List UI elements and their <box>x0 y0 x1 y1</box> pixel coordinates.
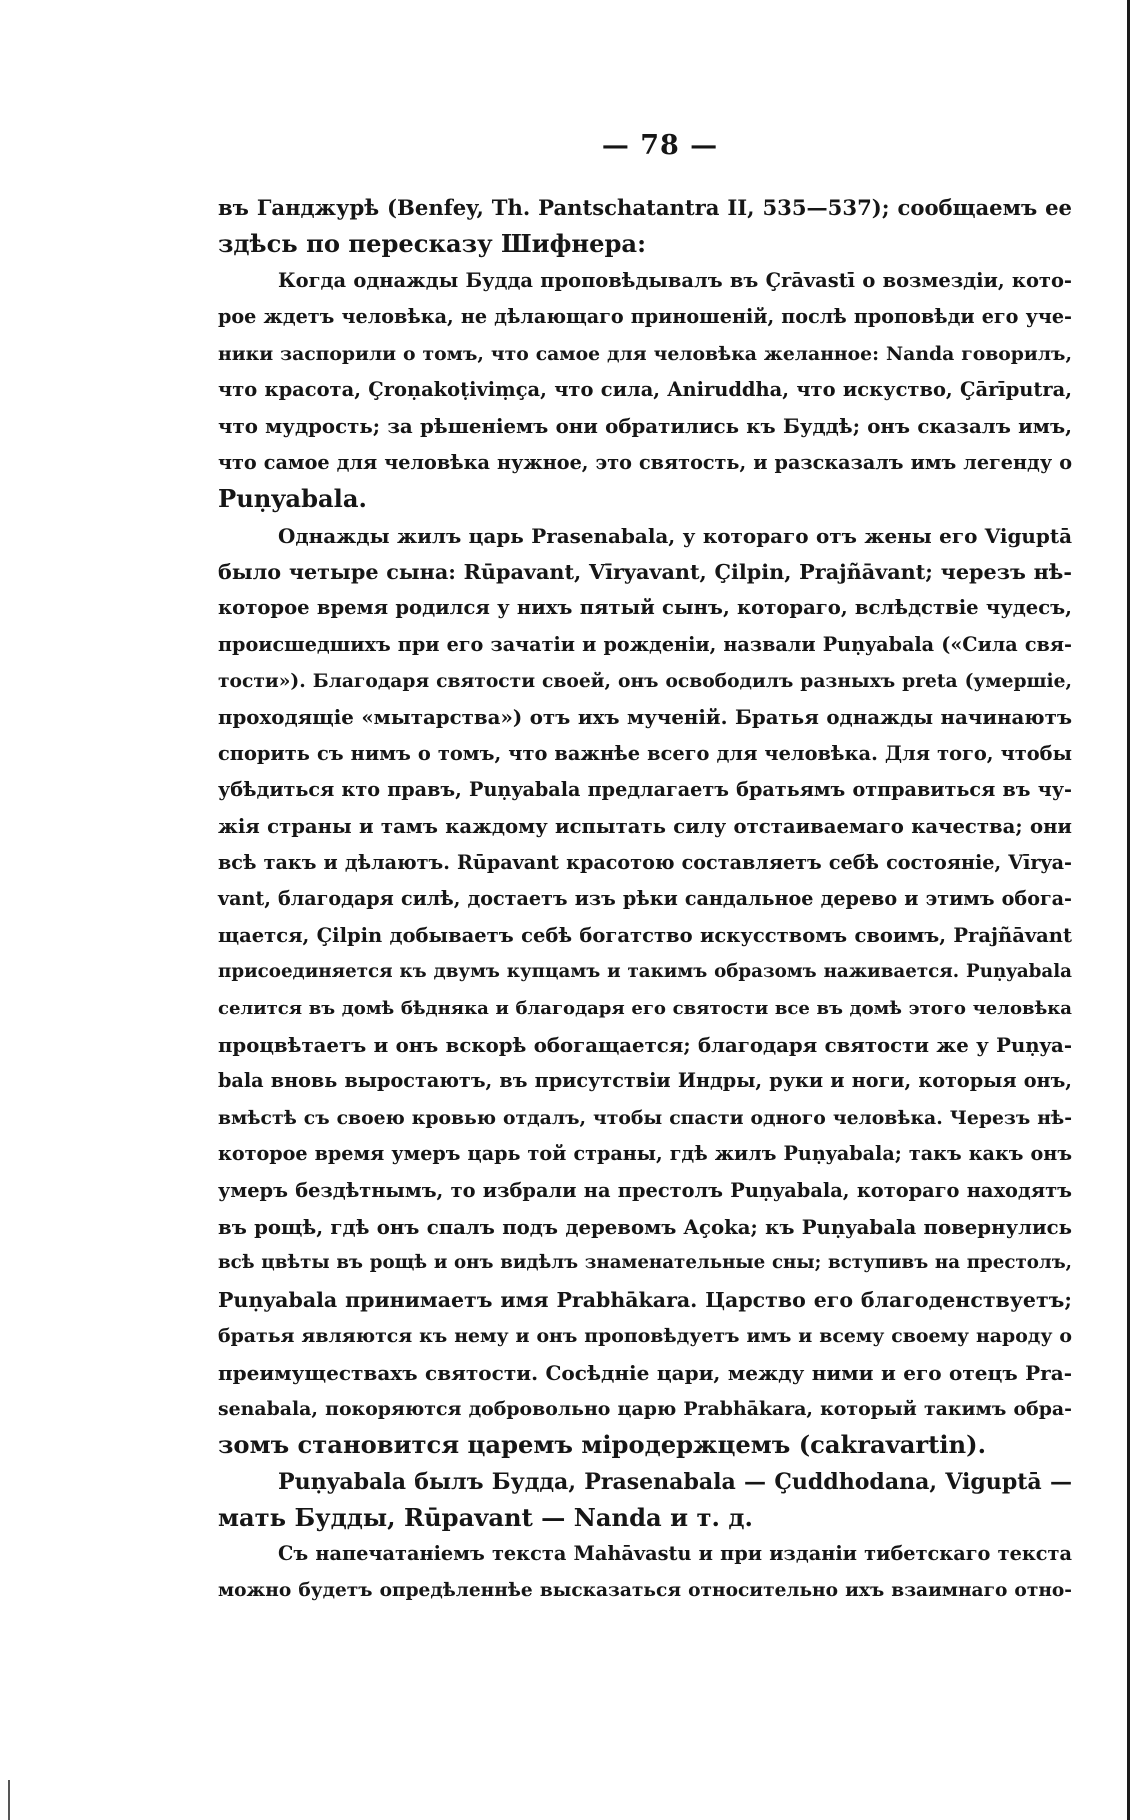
page-edge-mark <box>8 1780 10 1820</box>
text-line: преимуществахъ святости. Сосѣдніе цари, между ними и его отецъ Pra- <box>218 1360 1072 1385</box>
text-line: Puṇyabala былъ Будда, Prasenabala — Çuddhodana, Viguptā — <box>278 1468 1072 1495</box>
text-line: рое ждетъ человѣка, не дѣлающаго приношеній, послѣ проповѣди его уче- <box>218 305 1072 329</box>
text-line: Однажды жилъ царь Prasenabala, у котораго отъ жены его Viguptā <box>278 523 1072 548</box>
text-line: въ Ганджурѣ (Benfey, Th. Pantschatantra II, 535—537); сообщаемъ ее <box>218 195 1072 220</box>
text-line: Puṇyabala принимаетъ имя Prabhākara. Царство его благоденствуетъ; <box>218 1287 1072 1312</box>
text-line: которое время умеръ царь той страны, гдѣ жилъ Puṇyabala; такъ какъ онъ <box>218 1142 1072 1166</box>
text-line: зомъ становится царемъ міродержцемъ (cakravartin). <box>218 1430 986 1460</box>
text-line: убѣдиться кто правъ, Puṇyabala предлагаетъ братьямъ отправиться въ чу- <box>218 778 1072 802</box>
text-line: вмѣстѣ съ своею кровью отдалъ, чтобы спасти одного человѣка. Черезъ нѣ- <box>218 1106 1072 1129</box>
text-line: что красота, Çroṇakoṭiviṃça, что сила, Aniruddha, что искуство, Çārīputra, <box>218 377 1072 401</box>
text-line: въ рощѣ, гдѣ онъ спалъ подъ деревомъ Açoka; къ Puṇyabala повернулись <box>218 1214 1072 1239</box>
text-line: всѣ цвѣты въ рощѣ и онъ видѣлъ знаменательные сны; вступивъ на престолъ, <box>218 1252 1072 1274</box>
page-edge-line <box>1127 0 1130 1820</box>
text-line: vant, благодаря силѣ, достаетъ изъ рѣки сандальное дерево и этимъ обога- <box>218 887 1072 911</box>
text-line: селится въ домѣ бѣдняка и благодаря его святости все въ домѣ этого человѣка <box>218 997 1072 1019</box>
text-line: которое время родился у нихъ пятый сынъ, котораго, вслѣдствіе чудесъ, <box>218 596 1072 620</box>
text-line: мать Будды, Rūpavant — Nanda и т. д. <box>218 1503 753 1533</box>
text-line: проходящіе «мытарства») отъ ихъ мученій. Братья однажды начинаютъ <box>218 705 1072 730</box>
text-line: senabala, покоряются добровольно царю Prabhākara, который такимъ обра- <box>218 1397 1072 1420</box>
text-line: что мудрость; за рѣшеніемъ они обратились къ Буддѣ; онъ сказалъ имъ, <box>218 414 1072 439</box>
text-line: что самое для человѣка нужное, это святость, и разсказалъ имъ легенду о <box>218 450 1072 474</box>
body-text <box>218 190 1072 1609</box>
text-line: тости»). Благодаря святости своей, онъ освободилъ разныхъ preta (умершіе, <box>218 670 1072 693</box>
text-line: bala вновь выростаютъ, въ присутствіи Индры, руки и ноги, которыя онъ, <box>218 1069 1072 1093</box>
text-line: присоединяется къ двумъ купцамъ и такимъ образомъ наживается. Puṇyabala <box>218 961 1072 983</box>
text-line: было четыре сына: Rūpavant, Vīryavant, Çilpin, Prajñāvant; черезъ нѣ- <box>218 559 1072 584</box>
text-line: здѣсь по пересказу Шифнера: <box>218 229 647 259</box>
page-number: — 78 — <box>601 130 719 161</box>
text-line: можно будетъ опредѣленнѣе высказаться относительно ихъ взаимнаго отно- <box>218 1579 1072 1601</box>
text-line: братья являются къ нему и онъ проповѣдуетъ имъ и всему своему народу о <box>218 1325 1072 1348</box>
text-line: спорить съ нимъ о томъ, что важнѣе всего для человѣка. Для того, чтобы <box>218 741 1072 765</box>
text-line: жія страны и тамъ каждому испытать силу отстаиваемаго качества; они <box>218 814 1072 838</box>
text-line: процвѣтаетъ и онъ вскорѣ обогащается; благодаря святости же у Puṇya- <box>218 1032 1072 1057</box>
text-line: ники заспорили о томъ, что самое для человѣка желанное: Nanda говорилъ, <box>218 342 1072 365</box>
text-line: щается, Çilpin добываетъ себѣ богатство искусствомъ своимъ, Prajñāvant <box>218 923 1072 947</box>
text-line: Когда однажды Будда проповѣдывалъ въ Çrāvastī о возмездіи, кото- <box>278 268 1072 292</box>
text-line: происшедшихъ при его зачатіи и рожденіи, назвали Puṇyabala («Сила свя- <box>218 632 1072 656</box>
text-line: Puṇyabala. <box>218 484 367 514</box>
text-line: Съ напечатаніемъ текста Mahāvastu и при изданіи тибетскаго текста <box>278 1542 1072 1566</box>
text-line: всѣ такъ и дѣлаютъ. Rūpavant красотою составляетъ себѣ состояніе, Vīrya- <box>218 851 1072 875</box>
text-line: умеръ бездѣтнымъ, то избрали на престолъ Puṇyabala, котораго находятъ <box>218 1178 1072 1202</box>
